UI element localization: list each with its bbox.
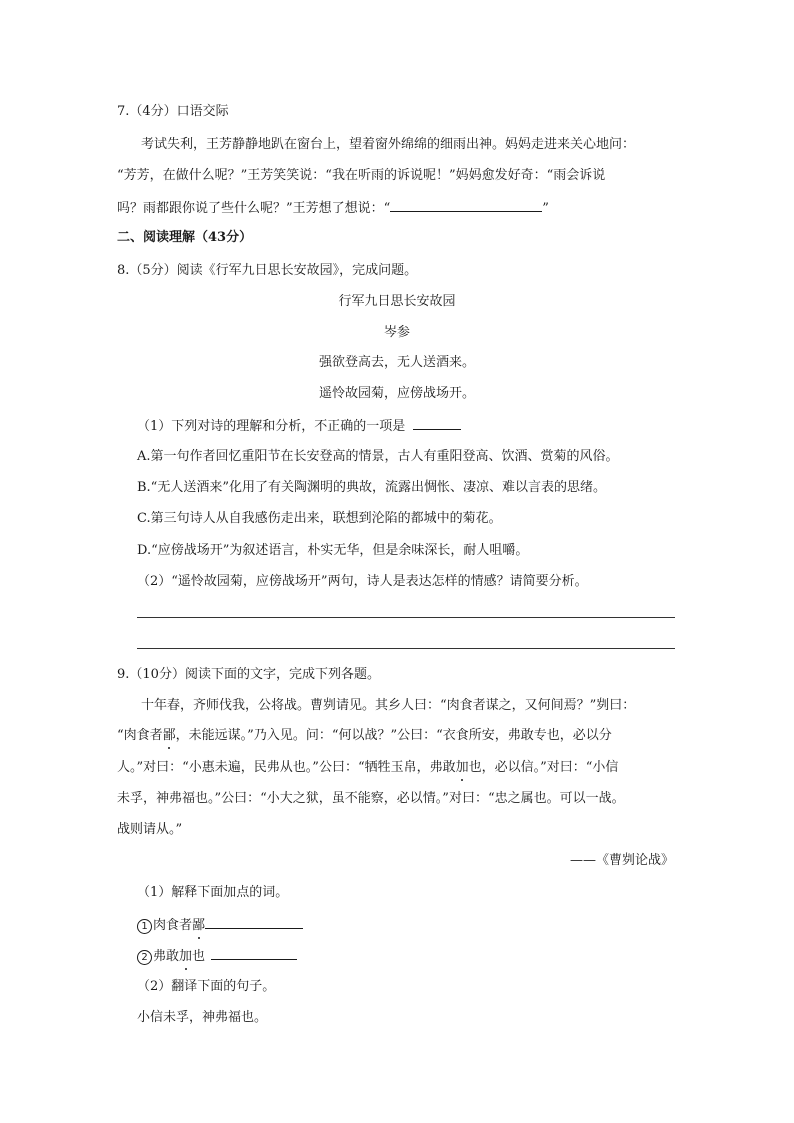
q9-item-1 bbox=[137, 916, 303, 935]
passage-line-4: 未孚，神弗福也。”公曰：“小大之狱，虽不能察，必以情。”对曰：“忠之属也。可以一战。 bbox=[117, 791, 625, 806]
passage-line-2-end: ，未能远谋。”乃入见。问：“何以战？”公曰：“衣食所安，弗敢专也，必以分 bbox=[175, 728, 612, 743]
q9-sub1: （1）解释下面加点的词。 bbox=[137, 885, 289, 900]
circled-number-2: 2 bbox=[137, 950, 152, 965]
q8-answer-line-1[interactable] bbox=[137, 617, 675, 618]
q8-option-d: D.“应傍战场开”为叙述语言，朴实无华，但是余味深长，耐人咀嚼。 bbox=[137, 543, 529, 558]
q7-text-line-3-content: 吗？雨都跟你说了些什么呢？”王芳想了想说：“ bbox=[117, 201, 391, 216]
q9-item-1-dotted-word: 鄙 bbox=[192, 918, 206, 933]
poem-author: 岑参 bbox=[383, 325, 410, 340]
poem-line-2: 遥怜故园菊，应傍战场开。 bbox=[318, 386, 475, 401]
dotted-word-jia: 加 bbox=[455, 760, 469, 775]
q9-item-2-answer-blank[interactable] bbox=[211, 947, 297, 960]
circled-number-1: 1 bbox=[137, 919, 152, 934]
q8-sub1-text: （1）下列对诗的理解和分析，不正确的一项是 bbox=[137, 419, 406, 434]
passage-line-5: 战则请从。” bbox=[117, 822, 183, 837]
q8-heading: 8.（5分）阅读《行军九日思长安故园》，完成问题。 bbox=[117, 263, 418, 278]
q8-answer-line-2[interactable] bbox=[137, 648, 675, 649]
q9-heading: 9.（10分）阅读下面的文字，完成下列各题。 bbox=[117, 667, 380, 682]
dotted-word-bi: 鄙 bbox=[162, 728, 176, 743]
q8-sub1 bbox=[137, 417, 461, 436]
passage-line-2 bbox=[117, 728, 612, 745]
q9-item-2 bbox=[137, 947, 297, 966]
q9-sub2: （2）翻译下面的句子。 bbox=[137, 979, 276, 994]
q9-item-1-answer-blank[interactable] bbox=[205, 916, 303, 929]
q9-sentence: 小信未孚，神弗福也。 bbox=[137, 1010, 268, 1025]
q7-text-line-1: 考试失利，王芳静静地趴在窗台上，望着窗外绵绵的细雨出神。妈妈走进来关心地问： bbox=[141, 137, 636, 152]
passage-source: ——《曹刿论战》 bbox=[570, 853, 675, 868]
section-heading: 二、阅读理解（43分） bbox=[117, 230, 253, 245]
q9-item-2-text-c: 也 bbox=[192, 949, 206, 964]
q8-option-a: A.第一句作者回忆重阳节在长安登高的情景，古人有重阳登高、饮酒、赏菊的风俗。 bbox=[137, 449, 619, 464]
q8-sub2: （2）“遥怜故园菊，应傍战场开”两句，诗人是表达怎样的情感？请简要分析。 bbox=[137, 574, 588, 589]
q7-heading: 7.（4分）口语交际 bbox=[117, 104, 229, 119]
q7-close-quote: ” bbox=[542, 201, 549, 216]
q7-text-line-3 bbox=[117, 199, 549, 218]
q9-item-2-dotted-word: 加 bbox=[179, 949, 193, 964]
poem-line-1: 强欲登高去，无人送酒来。 bbox=[318, 355, 475, 370]
q9-item-2-text-a: 弗敢 bbox=[153, 949, 180, 964]
poem-title: 行军九日思长安故园 bbox=[338, 294, 456, 309]
q8-option-b: B.“无人送酒来”化用了有关陶渊明的典故，流露出惆怅、凄凉、难以言表的思绪。 bbox=[137, 480, 606, 495]
passage-line-3-end: 也，必以信。”对曰：“小信 bbox=[468, 760, 619, 775]
passage-line-2-start: “肉食者 bbox=[117, 728, 163, 743]
passage-line-3 bbox=[117, 760, 618, 777]
q8-sub1-answer-blank[interactable] bbox=[413, 417, 461, 430]
q7-text-line-2: “芳芳，在做什么呢？”王芳笑笑说：“我在听雨的诉说呢！”妈妈愈发好奇：“雨会诉说 bbox=[117, 168, 606, 183]
q8-option-c: C.第三句诗人从自我感伤走出来，联想到沦陷的都城中的菊花。 bbox=[137, 511, 502, 526]
q9-item-1-text-a: 肉食者 bbox=[153, 918, 193, 933]
q7-answer-blank[interactable] bbox=[390, 199, 542, 212]
passage-line-1: 十年春，齐师伐我，公将战。曹刿请见。其乡人曰：“肉食者谋之，又何间焉？”刿曰： bbox=[141, 698, 636, 713]
passage-line-3-start: 人。”对曰：“小惠未遍，民弗从也。”公曰：“牺牲玉帛，弗敢 bbox=[117, 760, 456, 775]
